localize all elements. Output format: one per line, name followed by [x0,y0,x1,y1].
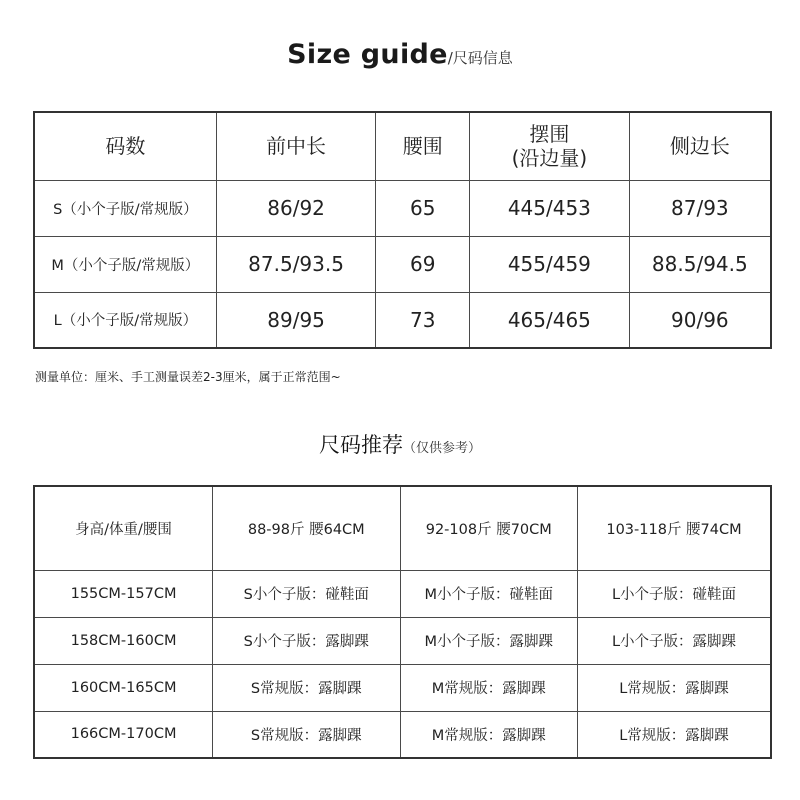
header-waist: 腰围 [376,112,470,180]
measurement-note: 测量单位：厘米、手工测量误差2-3厘米，属于正常范围~ [35,370,341,384]
size-table-header [34,112,771,180]
size-cell: L（小个子版/常规版） [34,292,216,348]
recommendation-table [33,485,772,759]
size-guide-table [33,111,772,349]
recommend-cell: M小个子版：碰鞋面 [400,570,578,617]
waist-cell: 73 [376,292,470,348]
header-height-weight: 身高/体重/腰围 [34,486,213,570]
table-row [34,180,771,236]
recommend-cell: S小个子版：露脚踝 [213,617,400,664]
height-cell: 166CM-170CM [34,711,213,758]
side-length-cell: 90/96 [629,292,771,348]
height-cell: 155CM-157CM [34,570,213,617]
hem-cell: 445/453 [470,180,630,236]
front-length-cell: 87.5/93.5 [216,236,376,292]
height-cell: 160CM-165CM [34,664,213,711]
size-cell: S（小个子版/常规版） [34,180,216,236]
waist-cell: 65 [376,180,470,236]
recommend-cell: S常规版：露脚踝 [213,664,400,711]
size-guide-title-en: Size guide [287,39,448,70]
size-guide-title-cn: /尺码信息 [447,49,513,67]
header-side-length: 侧边长 [629,112,771,180]
recommend-cell: S小个子版：碰鞋面 [213,570,400,617]
recommend-cell: S常规版：露脚踝 [213,711,400,758]
table-row [34,664,771,711]
front-length-cell: 89/95 [216,292,376,348]
rec-table-header [34,486,771,570]
table-row [34,236,771,292]
recommendation-title-main: 尺码推荐 [318,433,403,457]
table-row [34,617,771,664]
header-weight-range-1: 88-98斤 腰64CM [213,486,400,570]
hem-cell: 465/465 [470,292,630,348]
hem-cell: 455/459 [470,236,630,292]
header-weight-range-3: 103-118斤 腰74CM [578,486,771,570]
size-cell: M（小个子版/常规版） [34,236,216,292]
waist-cell: 69 [376,236,470,292]
recommend-cell: L小个子版：碰鞋面 [578,570,771,617]
recommendation-title-sub: （仅供参考） [402,441,481,456]
recommendation-title [0,430,800,464]
recommend-cell: L常规版：露脚踝 [578,664,771,711]
front-length-cell: 86/92 [216,180,376,236]
header-hem-main: 摆围 [529,122,570,147]
table-row [34,711,771,758]
header-front-length: 前中长 [216,112,376,180]
size-guide-title [0,38,800,75]
table-row [34,570,771,617]
recommend-cell: L常规版：露脚踝 [578,711,771,758]
recommend-cell: M常规版：露脚踝 [400,664,578,711]
header-size: 码数 [34,112,216,180]
recommend-cell: L小个子版：露脚踝 [578,617,771,664]
recommend-cell: M常规版：露脚踝 [400,711,578,758]
header-hem [470,112,630,180]
header-weight-range-2: 92-108斤 腰70CM [400,486,578,570]
height-cell: 158CM-160CM [34,617,213,664]
recommend-cell: M小个子版：露脚踝 [400,617,578,664]
table-row [34,292,771,348]
header-hem-sub: (沿边量) [511,146,588,171]
side-length-cell: 88.5/94.5 [629,236,771,292]
side-length-cell: 87/93 [629,180,771,236]
